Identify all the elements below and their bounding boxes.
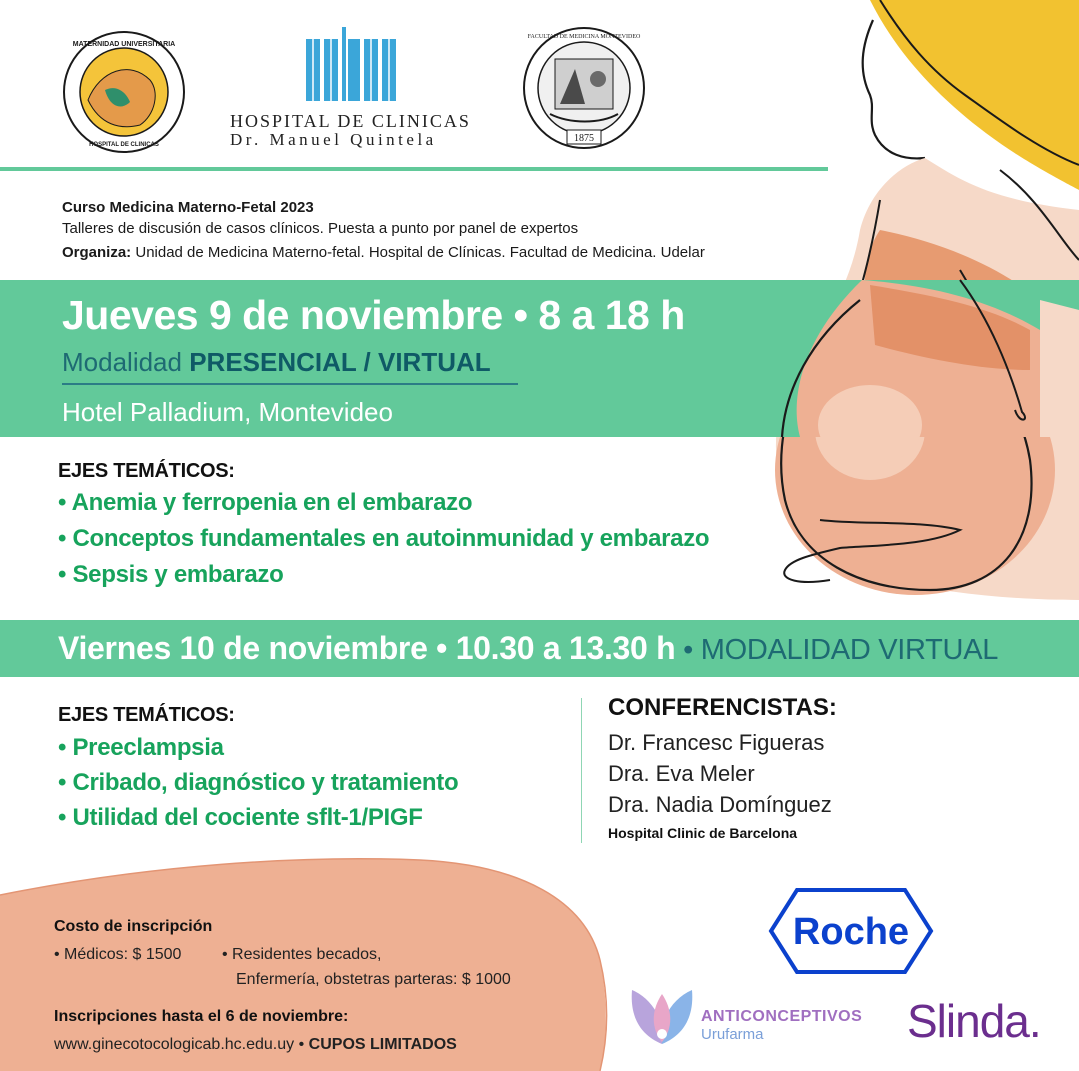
cupos-limitados: CUPOS LIMITADOS	[308, 1036, 457, 1053]
speaker-3: Dra. Nadia Domínguez	[608, 792, 832, 817]
day1-topic-2: • Conceptos fundamentales en autoinmunidad y embarazo	[58, 525, 710, 552]
anticonceptivos-logo-mark	[628, 984, 696, 1048]
slinda-logo: Slinda.	[907, 995, 1041, 1047]
day2-date: Viernes 10 de noviembre	[58, 630, 428, 666]
hospital-name: HOSPITAL DE CLINICAS	[230, 111, 471, 131]
cost-enfermeria: Enfermería, obstetras parteras: $ 1000	[236, 971, 511, 988]
facultad-logo-year: 1875	[574, 133, 594, 144]
day2-sep-2: •	[675, 634, 701, 666]
organizer-label: Organiza:	[62, 244, 132, 261]
facultad-logo-text: FACULTAD DE MEDICINA MONTEVIDEO	[527, 34, 641, 40]
cost-medicos: • Médicos: $ 1500	[54, 946, 182, 963]
day2-topic-3: • Utilidad del cociente sflt-1/PIGF	[58, 804, 423, 831]
day1-date: Jueves 9 de noviembre • 8 a 18 h	[62, 292, 685, 338]
registration-website[interactable]: www.ginecotocologicab.hc.edu.uy	[54, 1036, 295, 1053]
speakers-title: CONFERENCISTAS:	[608, 694, 837, 721]
speaker-1: Dr. Francesc Figueras	[608, 730, 825, 755]
day2-time: 10.30 a 13.30 h	[455, 630, 676, 666]
maternidad-logo-text-top: MATERNIDAD UNIVERSITARIA	[72, 41, 176, 48]
urufarma-text: Urufarma	[701, 1026, 764, 1043]
day2-ejes-label: EJES TEMÁTICOS:	[58, 704, 235, 726]
cost-title: Costo de inscripción	[54, 918, 213, 935]
speaker-2: Dra. Eva Meler	[608, 761, 755, 786]
course-title: Curso Medicina Materno-Fetal 2023	[62, 199, 314, 216]
day1-topic-1: • Anemia y ferropenia en el embarazo	[58, 489, 473, 516]
course-subtitle: Talleres de discusión de casos clínicos. Puesta a punto por panel de expertos	[62, 220, 579, 237]
day2-sep-1: •	[427, 630, 456, 666]
maternidad-logo-text-bottom: HOSPITAL DE CLINICAS	[89, 142, 159, 148]
modalidad-label: Modalidad	[62, 347, 190, 377]
registration-sep: •	[294, 1036, 309, 1053]
day1-topic-3: • Sepsis y embarazo	[58, 561, 284, 588]
day1-venue: Hotel Palladium, Montevideo	[62, 397, 393, 427]
day2-topic-1: • Preeclampsia	[58, 734, 224, 761]
organizer-text: Unidad de Medicina Materno-fetal. Hospital de Clínicas. Facultad de Medicina. Udelar	[131, 244, 705, 261]
roche-text: Roche	[792, 911, 910, 953]
speakers-affiliation: Hospital Clinic de Barcelona	[608, 825, 798, 841]
cost-residentes: • Residentes becados,	[222, 946, 382, 963]
registration-line	[54, 1036, 457, 1054]
registration-deadline: Inscripciones hasta el 6 de noviembre:	[54, 1008, 349, 1025]
day2-header	[58, 630, 998, 667]
hospital-subtitle: Dr. Manuel Quintela	[230, 130, 437, 149]
column-divider	[581, 698, 582, 843]
modalidad-value: PRESENCIAL / VIRTUAL	[189, 347, 491, 377]
day2-modalidad: MODALIDAD VIRTUAL	[700, 634, 999, 666]
anticonceptivos-text: ANTICONCEPTIVOS	[701, 1008, 863, 1025]
day2-topic-2: • Cribado, diagnóstico y tratamiento	[58, 769, 459, 796]
roche-logo	[767, 887, 935, 975]
day1-ejes-label: EJES TEMÁTICOS:	[58, 460, 235, 482]
